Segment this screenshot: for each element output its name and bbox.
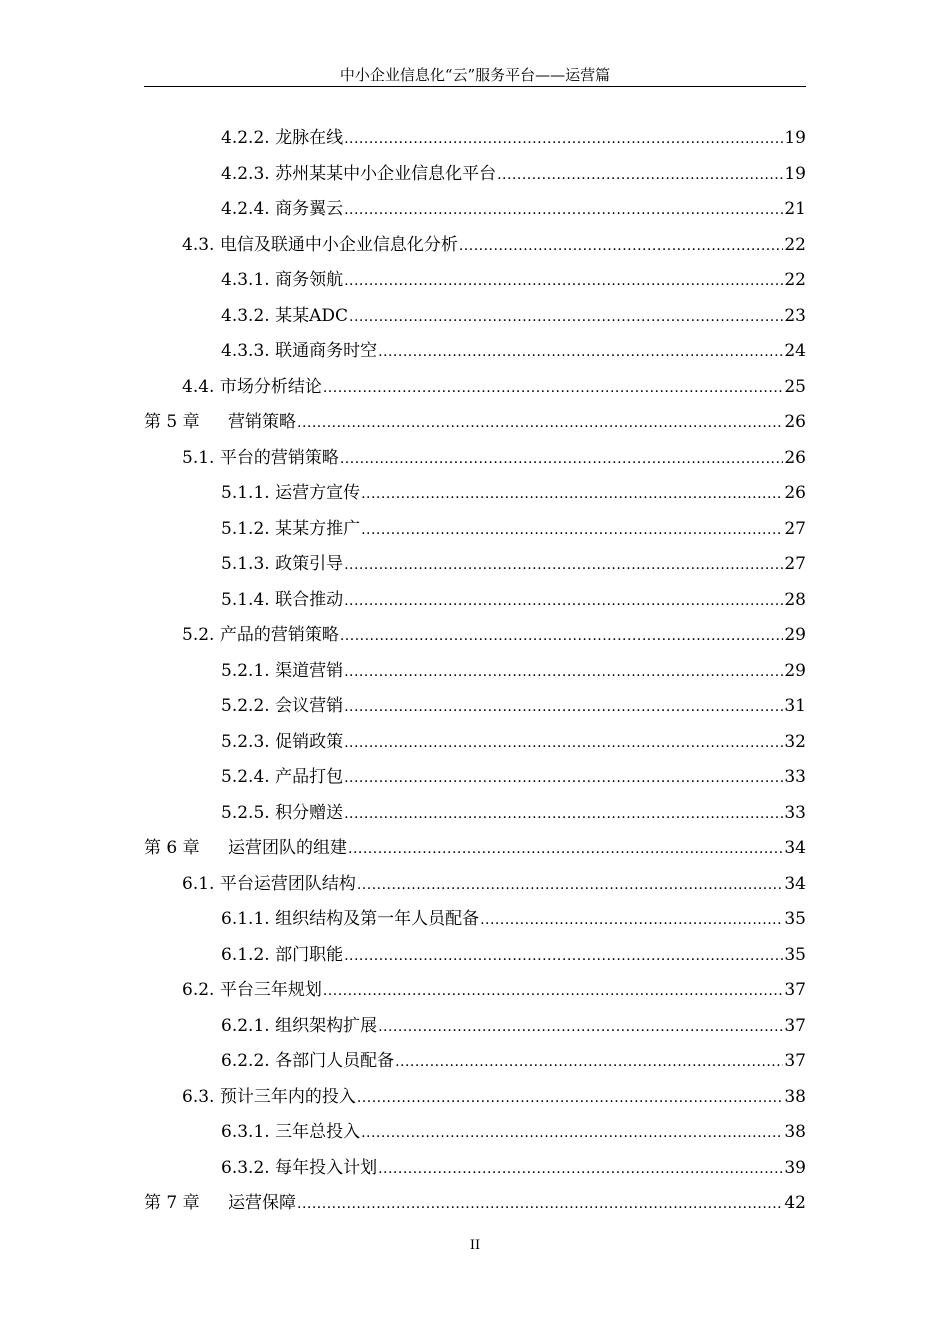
- toc-entry-title: 预计三年内的投入: [219, 1086, 356, 1107]
- toc-entry-page: 24: [784, 341, 806, 362]
- toc-dot-leader: [344, 273, 783, 289]
- toc-entry-page: 26: [784, 447, 806, 468]
- toc-entry-number: 6.3.1.: [221, 1122, 270, 1143]
- toc-entry-title: 组织架构扩展: [275, 1015, 378, 1036]
- toc-entry-line: [221, 549, 950, 574]
- toc-entry-line: [221, 123, 950, 148]
- toc-entry-number: 4.2.4.: [221, 199, 270, 220]
- toc-entry-line: [144, 1188, 950, 1213]
- toc-entry-number: 4.2.3.: [221, 163, 270, 184]
- page-header: [144, 64, 806, 87]
- toc-entry-page: 38: [784, 1122, 806, 1143]
- toc-entry[interactable]: [0, 1183, 950, 1219]
- toc-entry-page: 29: [784, 660, 806, 681]
- toc-entry-line: [182, 372, 950, 397]
- toc-entry-title: 运营方宣传: [275, 483, 361, 504]
- toc-entry-line: [144, 833, 950, 858]
- toc-entry-line: [221, 691, 950, 716]
- toc-entry-title: 平台运营团队结构: [219, 873, 356, 894]
- toc-entry[interactable]: [0, 828, 950, 864]
- toc-entry-line: [221, 194, 950, 219]
- toc-entry-title: 平台的营销策略: [219, 447, 339, 468]
- toc-dot-leader: [378, 1019, 783, 1035]
- toc-entry-line: [221, 1153, 950, 1178]
- toc-entry-line: [221, 1046, 950, 1071]
- toc-entry-page: 23: [784, 305, 806, 326]
- toc-entry-line: [221, 514, 950, 539]
- toc-entry-title: 部门职能: [275, 944, 344, 965]
- toc-entry-line: [182, 620, 950, 645]
- toc-entry-number: 5.1.2.: [221, 518, 270, 539]
- toc-dot-leader: [459, 238, 784, 254]
- toc-entry-line: [182, 443, 950, 468]
- toc-entry-title: 组织结构及第一年人员配备: [275, 909, 480, 930]
- toc-entry[interactable]: [0, 118, 950, 154]
- toc-entry-title: 产品打包: [275, 767, 344, 788]
- toc-entry[interactable]: [0, 580, 950, 616]
- toc-entry-title: 某某ADC: [275, 305, 348, 326]
- toc-entry-number: 5.2.4.: [221, 767, 270, 788]
- toc-entry[interactable]: [0, 367, 950, 403]
- toc-entry-page: 42: [784, 1193, 806, 1214]
- toc-entry[interactable]: [0, 544, 950, 580]
- toc-entry-title: 龙脉在线: [275, 128, 344, 149]
- toc-entry[interactable]: [0, 1112, 950, 1148]
- toc-entry[interactable]: [0, 651, 950, 687]
- toc-entry[interactable]: [0, 1041, 950, 1077]
- toc-entry-title: 某某方推广: [275, 518, 361, 539]
- toc-entry-title: 电信及联通中小企业信息化分析: [219, 234, 458, 255]
- toc-entry[interactable]: [0, 686, 950, 722]
- toc-entry-page: 22: [784, 234, 806, 255]
- toc-entry-number: 5.2.: [182, 625, 215, 646]
- toc-entry-page: 27: [784, 554, 806, 575]
- toc-entry-title: 运营保障: [228, 1193, 296, 1214]
- toc-dot-leader: [361, 522, 783, 538]
- toc-entry-title: 产品的营销策略: [219, 625, 339, 646]
- toc-dot-leader: [357, 1090, 784, 1106]
- toc-entry-title: 三年总投入: [275, 1122, 361, 1143]
- toc-entry-number: 5.1.: [182, 447, 215, 468]
- toc-entry-line: [221, 265, 950, 290]
- toc-entry-title: 促销政策: [275, 731, 344, 752]
- toc-dot-leader: [323, 983, 784, 999]
- toc-entry[interactable]: [0, 154, 950, 190]
- toc-entry-number: 4.2.2.: [221, 128, 270, 149]
- toc-dot-leader: [344, 735, 783, 751]
- toc-entry-page: 35: [784, 944, 806, 965]
- toc-dot-leader: [497, 167, 783, 183]
- toc-entry-title: 商务领航: [275, 270, 344, 291]
- toc-entry-page: 37: [784, 980, 806, 1001]
- toc-entry-number: 4.3.2.: [221, 305, 270, 326]
- toc-entry-page: 33: [784, 767, 806, 788]
- toc-entry[interactable]: [0, 722, 950, 758]
- toc-entry[interactable]: [0, 757, 950, 793]
- toc-dot-leader: [344, 699, 783, 715]
- toc-entry-page: 37: [784, 1051, 806, 1072]
- document-title: 中小企业信息化“云”服务平台——运营篇: [339, 66, 611, 84]
- toc-entry-title: 各部门人员配备: [275, 1051, 395, 1072]
- toc-entry-title: 商务翼云: [275, 199, 344, 220]
- toc-entry[interactable]: [0, 402, 950, 438]
- toc-entry[interactable]: [0, 189, 950, 225]
- toc-entry-line: [221, 656, 950, 681]
- toc-entry-number: 6.1.: [182, 873, 215, 894]
- toc-dot-leader: [344, 131, 783, 147]
- toc-entry-line: [182, 1082, 950, 1107]
- toc-entry-number: 4.3.: [182, 234, 215, 255]
- toc-entry-page: 31: [784, 696, 806, 717]
- toc-dot-leader: [297, 1196, 783, 1212]
- toc-entry[interactable]: [0, 438, 950, 474]
- toc-dot-leader: [344, 770, 783, 786]
- toc-entry[interactable]: [0, 864, 950, 900]
- toc-entry-page: 28: [784, 589, 806, 610]
- toc-entry-number: 6.2.2.: [221, 1051, 270, 1072]
- toc-entry-page: 39: [784, 1157, 806, 1178]
- toc-entry-page: 27: [784, 518, 806, 539]
- toc-entry-page: 34: [784, 838, 806, 859]
- toc-entry-title: 运营团队的组建: [228, 838, 347, 859]
- toc-entry-page: 26: [784, 412, 806, 433]
- toc-entry-number: 5.2.1.: [221, 660, 270, 681]
- toc-entry-page: 19: [784, 163, 806, 184]
- toc-entry-title: 苏州某某中小企业信息化平台: [275, 163, 497, 184]
- toc-entry-number: 6.3.2.: [221, 1157, 270, 1178]
- toc-entry-title: 会议营销: [275, 696, 344, 717]
- toc-dot-leader: [340, 628, 784, 644]
- toc-entry-page: 26: [784, 483, 806, 504]
- toc-entry-number: 5.1.4.: [221, 589, 270, 610]
- toc-entry-page: 29: [784, 625, 806, 646]
- toc-entry-page: 22: [784, 270, 806, 291]
- toc-entry[interactable]: [0, 935, 950, 971]
- toc-entry-title: 渠道营销: [275, 660, 344, 681]
- toc-entry-page: 25: [784, 376, 806, 397]
- toc-entry-line: [144, 407, 950, 432]
- toc-dot-leader: [361, 486, 783, 502]
- toc-entry-line: [221, 301, 950, 326]
- toc-entry-title: 联合推动: [275, 589, 344, 610]
- toc-dot-leader: [323, 380, 784, 396]
- toc-entry-page: 32: [784, 731, 806, 752]
- toc-entry-line: [221, 798, 950, 823]
- toc-entry-number: 4.4.: [182, 376, 215, 397]
- toc-entry[interactable]: [0, 970, 950, 1006]
- toc-entry-line: [221, 585, 950, 610]
- toc-dot-leader: [348, 841, 783, 857]
- toc-dot-leader: [344, 664, 783, 680]
- toc-entry-title: 市场分析结论: [219, 376, 322, 397]
- toc-entry-title: 联通商务时空: [275, 341, 378, 362]
- toc-entry-number: 6.2.: [182, 980, 215, 1001]
- toc-entry[interactable]: [0, 296, 950, 332]
- toc-entry-title: 每年投入计划: [275, 1157, 378, 1178]
- toc-entry-line: [182, 230, 950, 255]
- table-of-contents: [0, 118, 950, 1219]
- toc-dot-leader: [297, 415, 783, 431]
- toc-entry[interactable]: [0, 793, 950, 829]
- toc-entry-page: 21: [784, 199, 806, 220]
- page-footer: [0, 1238, 950, 1253]
- toc-entry[interactable]: [0, 1006, 950, 1042]
- toc-dot-leader: [344, 948, 783, 964]
- toc-entry-number: 6.2.1.: [221, 1015, 270, 1036]
- toc-entry-number: 第 7 章: [144, 1193, 200, 1214]
- toc-entry-title: 平台三年规划: [219, 980, 322, 1001]
- toc-entry-line: [221, 159, 950, 184]
- toc-entry-title: 营销策略: [228, 412, 296, 433]
- toc-entry-line: [221, 478, 950, 503]
- toc-entry-number: 5.1.1.: [221, 483, 270, 504]
- toc-dot-leader: [349, 309, 783, 325]
- toc-entry-number: 6.1.2.: [221, 944, 270, 965]
- toc-entry[interactable]: [0, 331, 950, 367]
- toc-entry-line: [221, 904, 950, 929]
- toc-dot-leader: [344, 557, 783, 573]
- toc-dot-leader: [378, 1161, 783, 1177]
- toc-entry-title: 积分赠送: [275, 802, 344, 823]
- page-number: II: [469, 1238, 481, 1253]
- toc-entry-line: [221, 1117, 950, 1142]
- toc-dot-leader: [340, 451, 784, 467]
- toc-dot-leader: [357, 877, 784, 893]
- toc-entry-line: [221, 762, 950, 787]
- toc-entry-page: 38: [784, 1086, 806, 1107]
- toc-entry[interactable]: [0, 899, 950, 935]
- toc-entry-number: 6.3.: [182, 1086, 215, 1107]
- toc-entry-title: 政策引导: [275, 554, 344, 575]
- toc-dot-leader: [344, 202, 783, 218]
- toc-entry-page: 34: [784, 873, 806, 894]
- toc-dot-leader: [361, 1125, 783, 1141]
- toc-dot-leader: [480, 912, 783, 928]
- toc-entry[interactable]: [0, 509, 950, 545]
- toc-entry-line: [221, 727, 950, 752]
- toc-entry[interactable]: [0, 473, 950, 509]
- toc-entry-number: 4.3.3.: [221, 341, 270, 362]
- toc-entry[interactable]: [0, 225, 950, 261]
- toc-entry-number: 5.1.3.: [221, 554, 270, 575]
- toc-entry-number: 5.2.2.: [221, 696, 270, 717]
- toc-entry-line: [221, 940, 950, 965]
- toc-entry-line: [182, 869, 950, 894]
- toc-entry-page: 19: [784, 128, 806, 149]
- toc-entry-number: 5.2.5.: [221, 802, 270, 823]
- toc-entry[interactable]: [0, 1148, 950, 1184]
- toc-dot-leader: [344, 593, 783, 609]
- toc-entry-page: 35: [784, 909, 806, 930]
- toc-entry-number: 6.1.1.: [221, 909, 270, 930]
- toc-entry[interactable]: [0, 260, 950, 296]
- toc-entry-line: [182, 975, 950, 1000]
- toc-entry-number: 第 6 章: [144, 838, 200, 859]
- toc-entry[interactable]: [0, 615, 950, 651]
- toc-entry-line: [221, 336, 950, 361]
- toc-entry-page: 33: [784, 802, 806, 823]
- toc-entry-page: 37: [784, 1015, 806, 1036]
- toc-entry-line: [221, 1011, 950, 1036]
- toc-entry[interactable]: [0, 1077, 950, 1113]
- toc-dot-leader: [344, 806, 783, 822]
- toc-entry-number: 5.2.3.: [221, 731, 270, 752]
- toc-entry-number: 4.3.1.: [221, 270, 270, 291]
- toc-entry-number: 第 5 章: [144, 412, 200, 433]
- toc-dot-leader: [378, 344, 783, 360]
- toc-dot-leader: [395, 1054, 783, 1070]
